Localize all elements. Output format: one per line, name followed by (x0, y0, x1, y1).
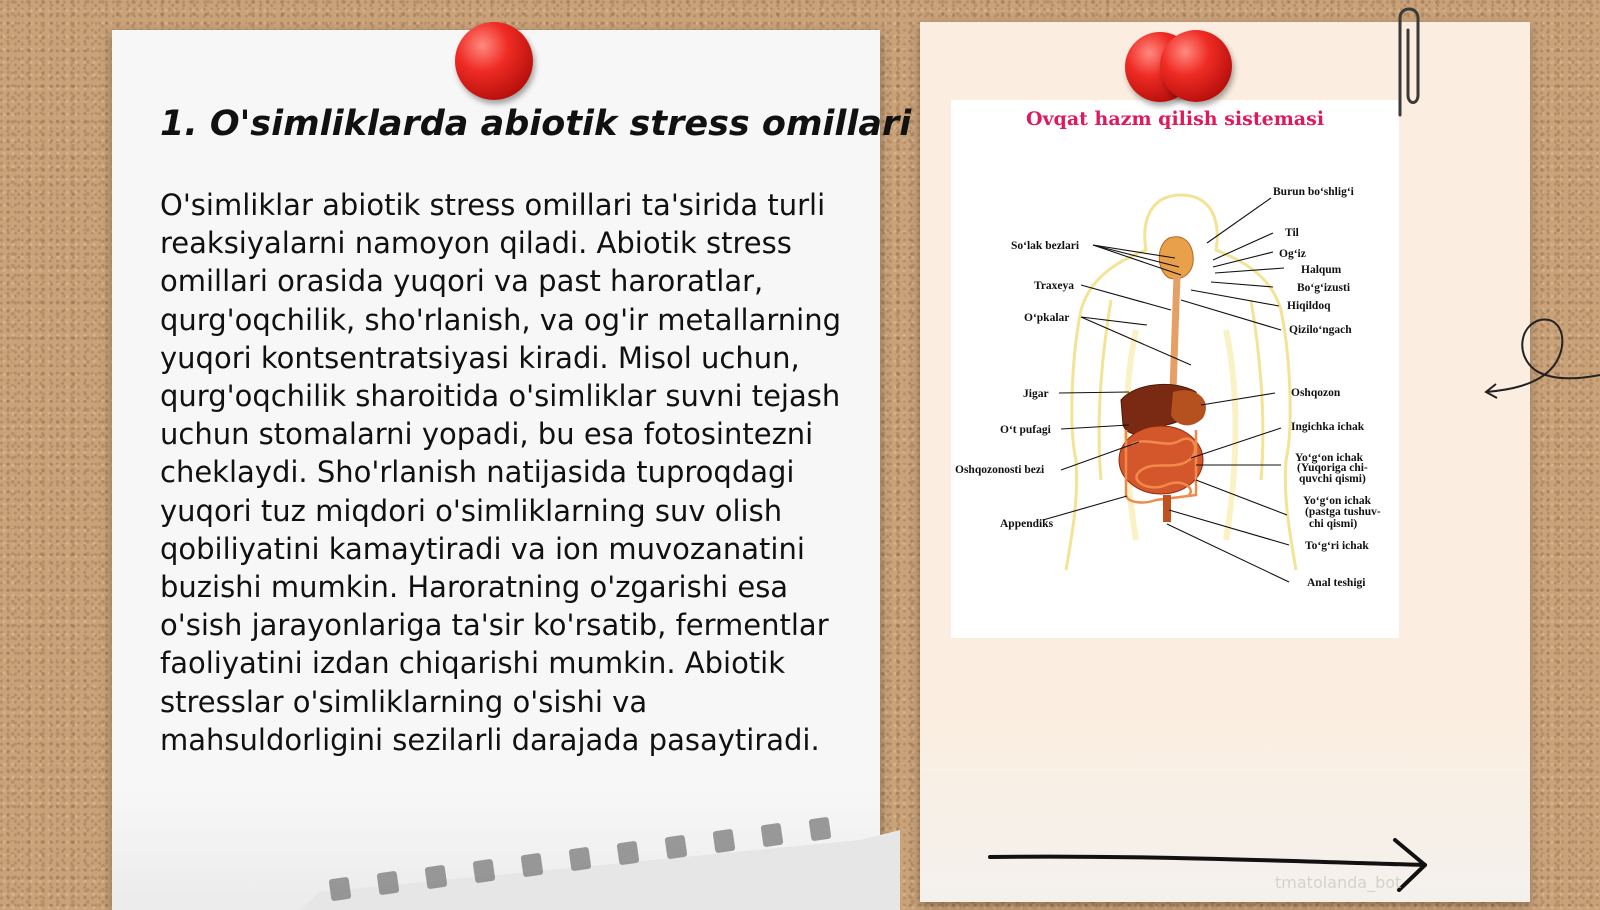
label-appendiks: Appendiks (1000, 518, 1054, 530)
label-ingichka-ichak: Ingichka ichak (1291, 421, 1365, 433)
label-yogon-ichak-up: Yo‘g‘on ichak (1295, 452, 1364, 464)
label-anal-teshigi: Anal teshigi (1307, 577, 1366, 589)
label-yogon-ichak-down-note: (pastga tushuv- (1305, 506, 1381, 518)
watermark: tmatolanda_bot (1275, 873, 1402, 892)
body-paragraph: O'simliklar abiotik stress omillari ta'sirida turli reaksiyalarni namoyon qiladi. Abiotik stress omillari orasida yuqori va past haroratlar, qurg'oqchilik, sho'rlanish, va og'ir metallarning yuqori kontsentratsiyasi kiradi. Misol uchun, qurg'oqchilik sharoitida o'simliklar suvni tejash uchun stomalarni yopadi, bu esa fotosintezni cheklaydi. Sho'rlanish natijasida tuproqdagi yuqori tuz miqdori o'simliklarning suv olish qobiliyatini kamaytiradi va ion muvozanatini buzishi mumkin. Haroratning o'zgarishi esa o'sish jarayonlariga ta'sir ko'rsatib, fermentlar faoliyatini izdan chiqarishi mumkin. Abiotik stresslar o'simliklarning o'sishi va mahsuldorligini sezilarli darajada pasaytiradi. (160, 188, 842, 757)
label-yogon-ichak-up-note2: quvchi qismi) (1299, 473, 1366, 485)
diagram-title: Ovqat hazm qilish sistemasi (1025, 108, 1325, 130)
label-oshqozonosti-bezi: Oshqozonosti bezi (955, 464, 1045, 476)
pushpin-icon (455, 22, 533, 100)
label-bogizusti: Bo‘g‘izusti (1297, 282, 1351, 294)
label-ogiz: Og‘iz (1279, 248, 1306, 260)
label-yogon-ichak-down: Yo‘g‘on ichak (1303, 495, 1372, 507)
label-yogon-ichak-down-note2: chi qismi) (1309, 518, 1358, 530)
torn-paper-edge (300, 800, 900, 910)
page-title: 1. O'simliklarda abiotik stress omillari (160, 104, 912, 144)
anatomy-figure (951, 100, 1399, 638)
label-ot-pufagi: O‘t pufagi (1000, 424, 1051, 436)
label-jigar: Jigar (1023, 388, 1049, 400)
label-burun-boshligi: Burun bo‘shlig‘i (1273, 186, 1354, 198)
label-opkalar: O‘pkalar (1024, 312, 1070, 324)
label-qiziloongach: Qizilo‘ngach (1289, 324, 1352, 336)
label-traxeya: Traxeya (1034, 280, 1075, 292)
label-yogon-ichak-up-note: (Yuqoriga chi- (1297, 462, 1368, 474)
pushpin-icon (1160, 30, 1232, 102)
loop-arrow-doodle-icon (1480, 310, 1600, 410)
label-hiqildoq: Hiqildoq (1287, 300, 1331, 312)
label-togri-ichak: To‘g‘ri ichak (1305, 540, 1369, 552)
label-halqum: Halqum (1301, 264, 1342, 276)
label-til: Til (1285, 227, 1299, 239)
paperclip-icon (1388, 0, 1428, 120)
digestive-system-diagram (951, 100, 1399, 638)
label-oshqozon: Oshqozon (1291, 387, 1341, 399)
label-sulak-bezlari: So‘lak bezlari (1011, 240, 1080, 252)
